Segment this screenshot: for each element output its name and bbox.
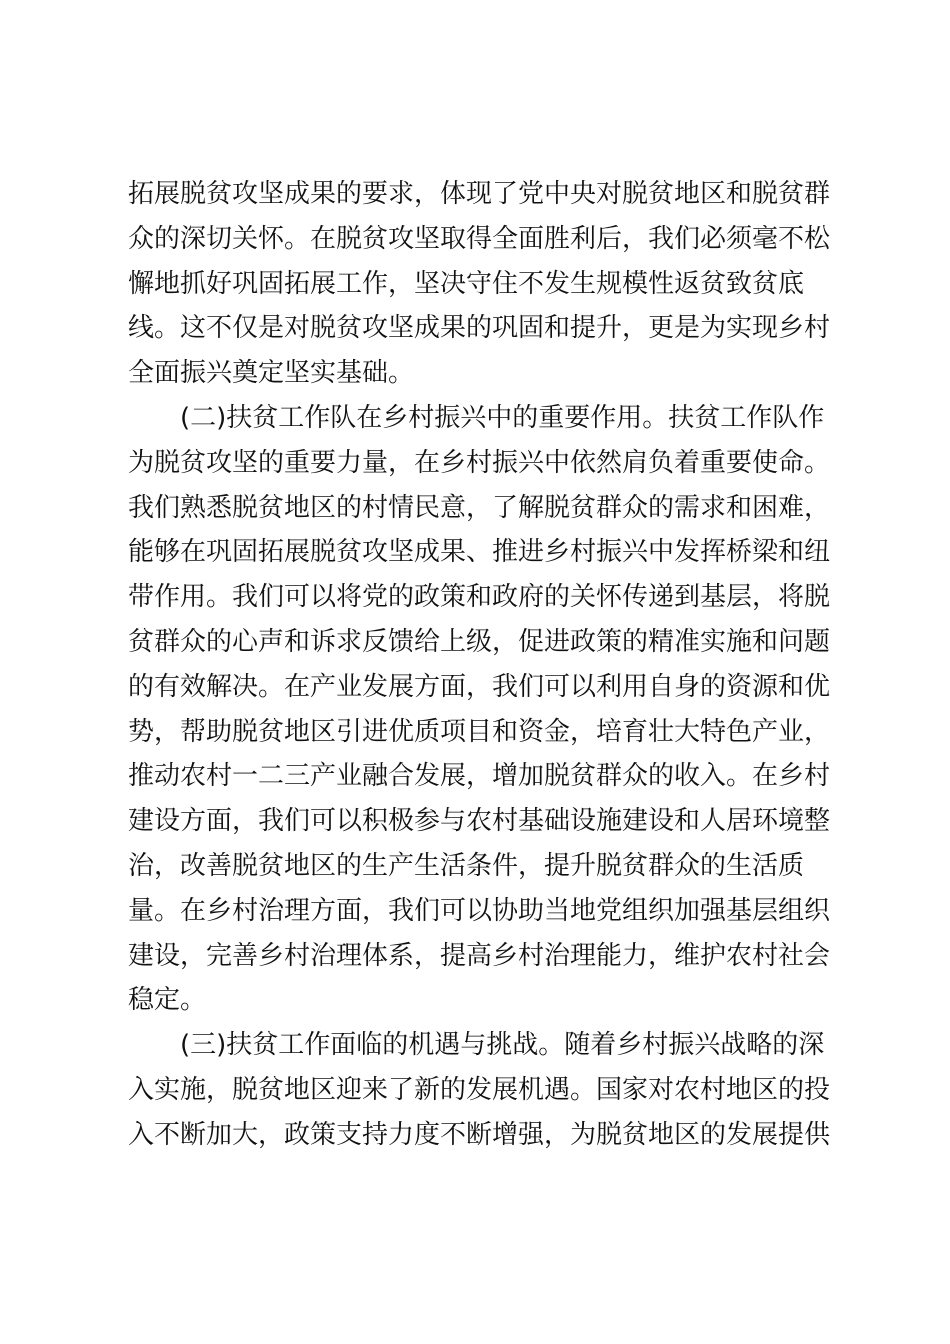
- text-line: 懈地抓好巩固拓展工作，坚决守住不发生规模性返贫致贫底: [128, 268, 805, 299]
- text-line: 众的深切关怀。在脱贫攻坚取得全面胜利后，我们必须毫不松: [128, 223, 831, 254]
- text-line: 稳定。: [128, 985, 207, 1016]
- text-line: 我们熟悉脱贫地区的村情民意，了解脱贫群众的需求和困难，: [128, 492, 831, 523]
- text-line: 入不断加大，政策支持力度不断增强，为脱贫地区的发展提供: [128, 1119, 831, 1150]
- text-line: 拓展脱贫攻坚成果的要求，体现了党中央对脱贫地区和脱贫群: [128, 179, 831, 209]
- text-line: 治，改善脱贫地区的生产生活条件，提升脱贫群众的生活质: [128, 850, 805, 881]
- text-line: 量。在乡村治理方面，我们可以协助当地党组织加强基层组织: [128, 895, 831, 926]
- text-line: 为脱贫攻坚的重要力量，在乡村振兴中依然肩负着重要使命。: [128, 447, 831, 478]
- text-line: 贫群众的心声和诉求反馈给上级，促进政策的精准实施和问题: [128, 626, 831, 657]
- text-line: 入实施，脱贫地区迎来了新的发展机遇。国家对农村地区的投: [128, 1074, 831, 1105]
- text-line: 的有效解决。在产业发展方面，我们可以利用自身的资源和优: [128, 671, 831, 702]
- text-line: 能够在巩固拓展脱贫攻坚成果、推进乡村振兴中发挥桥梁和纽: [128, 537, 831, 568]
- text-line: 建设方面，我们可以积极参与农村基础设施建设和人居环境整: [128, 806, 831, 837]
- text-line: 带作用。我们可以将党的政策和政府的关怀传递到基层，将脱: [128, 582, 831, 613]
- text-line: 线。这不仅是对脱贫攻坚成果的巩固和提升，更是为实现乡村: [128, 313, 831, 344]
- text-line: 全面振兴奠定坚实基础。: [128, 358, 415, 389]
- text-line: 势，帮助脱贫地区引进优质项目和资金，培育壮大特色产业，: [128, 716, 831, 747]
- section-heading-line: (三)扶贫工作面临的机遇与挑战。随着乡村振兴战略的深: [180, 1030, 825, 1061]
- section-heading-line: (二)扶贫工作队在乡村振兴中的重要作用。扶贫工作队作: [180, 402, 825, 433]
- body-text: [128, 172, 831, 1158]
- text-line: 建设，完善乡村治理体系，提高乡村治理能力，维护农村社会: [128, 940, 831, 971]
- text-line: 推动农村一二三产业融合发展，增加脱贫群众的收入。在乡村: [128, 761, 831, 792]
